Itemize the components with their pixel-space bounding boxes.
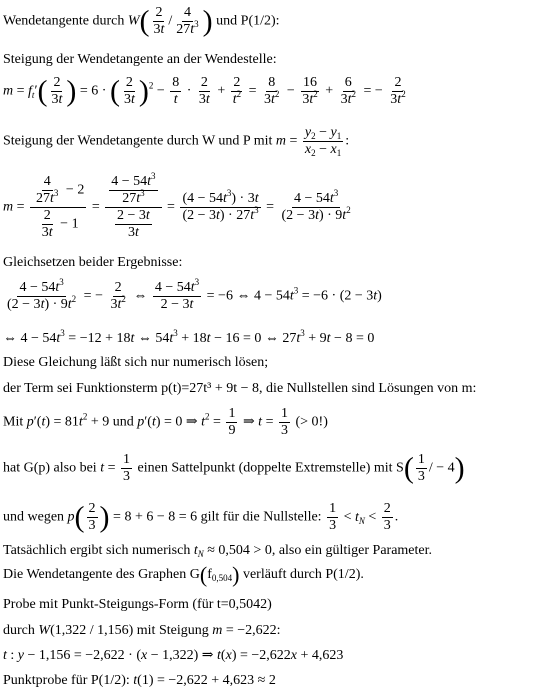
equation-slope-two-points: m = $\frac{4}{27t^3}$ − 2 $\frac{2}{3t}$ − 1 = $\frac{\frac{4 - 54t^3}{27t^3}}{\frac{2 - 3t}{3t}}$ = $\frac{(4 - 54t^3) \cdot 3t}{(2 - 3t) \cdot 27t^3}$ = $\frac{4 - 54t^3}{(2 - 3t) \cdot 9t^2}$ (3, 171, 351, 240)
text-wendetangente-graph: Die Wendetangente des Graphen $G(f_{0,504})$ verläuft durch P(1/2). (3, 561, 364, 587)
text-mit: Mit (3, 414, 24, 430)
heading-steigung-wendestelle: Steigung der Wendetangente an der Wendestelle: (3, 52, 277, 67)
text-graph-g: Die Wendetangente des Graphen G (3, 567, 200, 582)
heading-gleichsetzen: Gleichsetzen beider Ergebnisse: (3, 255, 183, 270)
equation-point-check: Punktprobe für P(1/2): t(1) = −2,622 + 4,623 ≈ 2 (3, 673, 276, 688)
text-und: und (112, 414, 134, 430)
title-text: Wendetangente durch (3, 13, 125, 29)
heading-slope-through-w-p: Steigung der Wendetangente durch W und P mit m = $\frac{y_2 - y_1}{x_2 - x_1}$ : (3, 125, 350, 158)
text-und-wegen: und wegen (3, 509, 65, 525)
equation-derivative: Mit $p'(t) = 81t^2 + 9$ und p′(t) = 0 ⇒ $t^2$ = $\frac{1}{9}$ ⇒ t = $\frac{1}{3}$ (> 0!) (3, 406, 328, 438)
text-funktionsterm: der Term sei Funktionsterm p(t)=27t³ + 9t − 8, die Nullstellen sind Lösungen von m: (3, 381, 477, 396)
equation-equate-results: $\frac{4 - 54t^3}{(2 - 3t) \cdot 9t^2}$ = − $\frac{2}{3t^2}$ ⇔ $\frac{4 - 54t^3}{2 - 3t}$ = −6 ⇔ $4 - 54t^3 = -6 \cdot (2 - 3t)$ (7, 277, 382, 312)
text-numeric-only: Diese Gleichung läßt sich nur numerisch lösen; (3, 355, 269, 370)
text-tatsaechlich: Tatsächlich ergibt sich numerisch (3, 543, 191, 558)
text-probe: Probe mit Punkt-Steigungs-Form (für t=0,5042) (3, 597, 272, 612)
text-nullstelle-bounds: und wegen p( $\frac{2}{3}$ ) = 8 + 6 − 8 = 6 gilt für die Nullstelle: $\frac{1}{3}$ < $t_N$ < $\frac{2}{3}$ . (3, 500, 399, 534)
text-hat-gp: hat G(p) also bei (3, 460, 97, 476)
heading-slope-text: Steigung der Wendetangente durch W und P mit (3, 133, 273, 149)
text-mit-steigung: mit Steigung (136, 623, 209, 638)
text-gilt: gilt für die Nullstelle: (200, 509, 322, 525)
equation-cubic: ⇔ $4 - 54t^3 = -12 + 18t$ ⇔ $54t^3 + 18t - 16 = 0$ ⇔ $27t^3 + 9t - 8 = 0$ (3, 328, 375, 346)
equation-slope-at-inflection: $m = f_t'$( $\frac{2}{3t}$ ) = 6 · ( $\frac{2}{3t}$ )$^2$ − $\frac{8}{t}$ · $\frac{2}{3t}$ + $\frac{2}{t^2}$ = $\frac{8}{3t^2}$ − $\frac{16}{3t^2}$ + $\frac{6}{3t^2}$ = − $\frac{2}{3t^2}$ (3, 74, 406, 108)
text-sattelpunkt: hat G(p) also bei t = $\frac{1}{3}$ einen Sattelpunkt (doppelte Extremstelle) mit S( $\frac{1}{3}$ / − 4) (3, 451, 465, 485)
text-punktprobe: Punktprobe für P(1/2): (3, 673, 130, 688)
text-sattelpunkt-desc: einen Sattelpunkt (doppelte Extremstelle) mit S (137, 460, 404, 476)
equation-tangent: t : y − 1,156 = −2,622 · (x − 1,322) ⇒ t(x) = −2,622x + 4,623 (3, 648, 344, 663)
title-point-text: und P(1/2): (216, 13, 280, 29)
text-numeric-result: Tatsächlich ergibt sich numerisch $t_N \approx 0,504 > 0$, also ein gültiger Parameter. (3, 543, 433, 559)
text-gueltig: , also ein gültiger Parameter. (271, 543, 433, 558)
text-durch: durch (3, 623, 35, 638)
text-point-w: durch W(1,322 / 1,156) mit Steigung m = −2,622: (3, 623, 281, 638)
line-wendetangente-title: Wendetangente durch W( $\frac{2}{3t}$ / $\frac{4}{27t^3}$ ) und P(1/2): (3, 4, 280, 38)
text-verlaeuft: verläuft durch P(1/2). (242, 567, 364, 582)
